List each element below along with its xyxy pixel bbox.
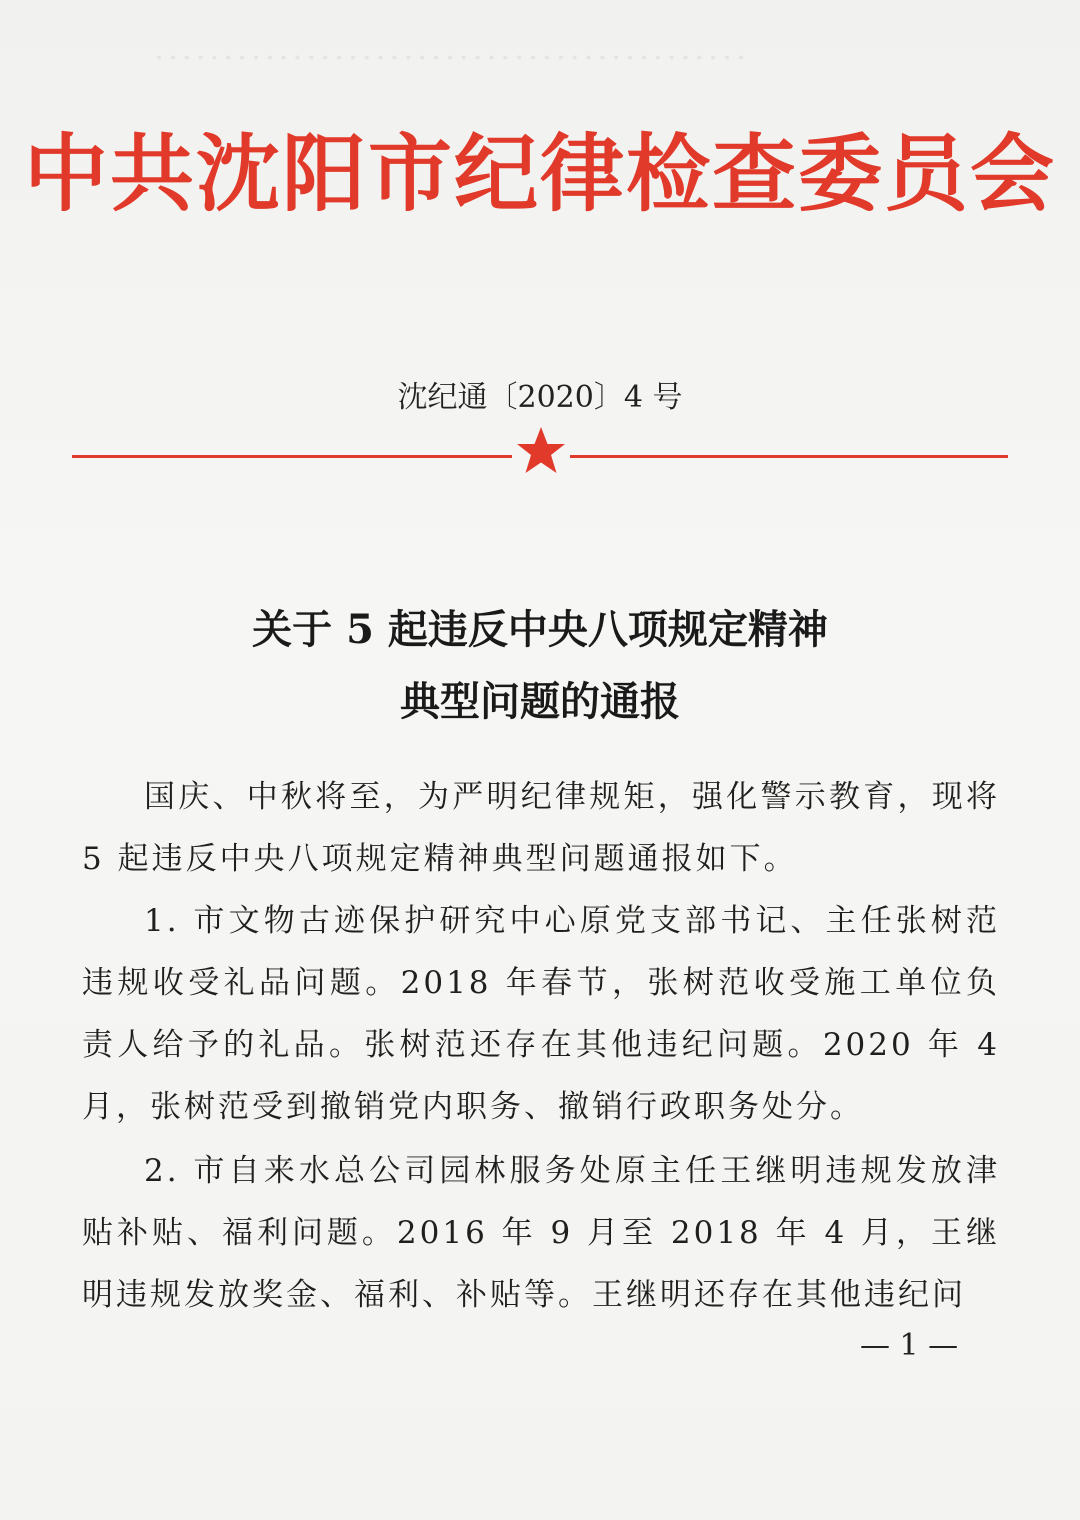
red-star-icon <box>514 424 568 478</box>
org-header-title: 中共沈阳市纪律检查委员会 <box>23 125 1056 223</box>
body-paragraph-case-2: 2. 市自来水总公司园林服务处原主任王继明违规发放津贴补贴、福利问题。2016 年 9 月至 2018 年 4 月，王继明违规发放奖金、福利、补贴等。王继明还存在其他违纪问 <box>82 1153 1000 1313</box>
red-rule-right <box>570 455 1008 458</box>
document-number: 沈纪通〔2020〕4 号 <box>397 380 683 415</box>
notice-title-line2: 典型问题的通报 <box>400 678 680 725</box>
red-rule-left <box>72 455 512 458</box>
show-through-text: ··········································· <box>150 40 746 76</box>
body-paragraph-case-1: 1. 市文物古迹保护研究中心原党支部书记、主任张树范违规收受礼品问题。2018 年春节，张树范收受施工单位负责人给予的礼品。张树范还存在其他违纪问题。2020 年 4 月，张树范受到撤销党内职务、撤销行政职务处分。 <box>82 903 1000 1125</box>
page-number: — 1 — <box>860 1328 959 1363</box>
body-paragraph-intro: 国庆、中秋将至，为严明纪律规矩，强化警示教育，现将 5 起违反中央八项规定精神典型问题通报如下。 <box>82 779 1000 877</box>
notice-title-line1: 关于 5 起违反中央八项规定精神 <box>252 606 828 653</box>
